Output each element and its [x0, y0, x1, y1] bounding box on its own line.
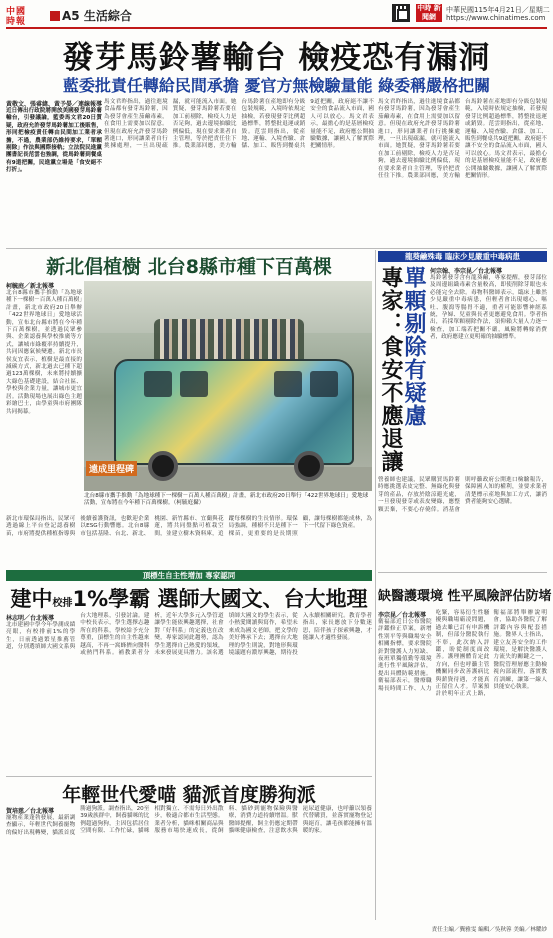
- logo-line-1: 中國: [6, 7, 27, 17]
- bus-wheel: [148, 451, 178, 481]
- section-text: A5 生活綜合: [62, 9, 132, 23]
- jianzhong-headline-small: 校排: [52, 598, 73, 609]
- right-story-tag: 龍葵鹼殊毒 臨床少見嚴重中毒病患: [378, 251, 547, 262]
- bus-wheel: [294, 451, 324, 481]
- cats-body: 寵物產業蓬勃發展，最新調查顯示，年輕世代飼養寵物的偏好出現轉變，貓派首度勝過狗派。調查指出，20至39歲族群中，飼養貓咪的比例超過狗狗，主因包括居住空間有限、工作忙碌，貓咪相對獨立、不需每日外出散步，較適合都市生活型態。業者分析，貓咪相關商品與服務市場快速成長，從飼料、貓砂到寵物保險與醫療，消費力道持續增溫。獸醫師提醒，飼主仍應定期帶貓咪健康檢查，注意飲水與泌尿道健康，也呼籲以領養代替購買，並落實寵物登記與絕育，讓毛孩都能擁有溫暖的家。: [6, 806, 372, 836]
- page-headline: 發芽馬鈴薯輸台 檢疫恐有漏洞: [62, 40, 491, 76]
- xinbei-intro: [6, 281, 82, 511]
- bus-window: [310, 371, 338, 397]
- photo-caption: 北台8縣市攜手推動「為地球種下一棵樹－百萬人種百萬樹」計畫，新北市政府20日舉行「422世界地球日」愛地球活動，宣布將在今年種下百萬棵樹。（柯毓庭攝）: [84, 493, 369, 506]
- right-story-byline: 何宗翰、李宗昆／台北報導: [430, 268, 503, 275]
- jianzhong-headline-a: 建中: [10, 587, 53, 611]
- jianzhong-article: [6, 613, 372, 773]
- divider: [378, 572, 547, 573]
- medical-article: [378, 610, 547, 920]
- medical-body: 衛福部近日公布醫院評鑑修正草案，新增性別平等與職場安全相關指標，要求醫院針對醫護人力短缺、夜班單獨值勤等環境進行性平風險評估，提出具體防範措施。衛福部表示，醫療職場長時間工作、人力吃緊，容易衍生性騷擾與職場霸凌問題，過去雖已訂有申訴機制，但部分醫院執行不彰，此次納入評鑑，盼從制度面改善。護理團體肯定此方向，但也呼籲主管機關同步改善護病比與薪資待遇，才能真正留住人才。草案預計於明年正式上路，衛福部將舉辦說明會，協助各醫院了解評鑑內容與配套措施。醫界人士指出，建立友善安全的工作環境，是解決醫護人力流失的關鍵之一，醫院管理層應主動檢視內部流程，落實教育訓練，讓第一線人員能安心執業。: [378, 610, 547, 698]
- issue-date: 中華民國115年4月21日／星期二: [446, 6, 550, 14]
- lead-body: 馬文君昨指出，過往進境食品都有發芽馬鈴薯，因為發芽會產生茄鹼毒素，在食用上需要加以留意。但現在政府允許發芽馬鈴薯進口，形同讓業者自行挑揀處理，一旦出現疏漏，就可能流入市面。她質疑，發芽馬鈴薯若要在加工前剔除，檢疫人力是否足夠，過去邊境抽驗比例偏低，現在要求業者自主管理，等於把責任往下推。農業部回應，美方輸台馬鈴薯在產地即有分級包裝規範，入境時依規定抽檢，若發現發芽比例超過標準，將整批退運或銷毀。范雲則指出，從產地、運輸、入境查驗、倉儲、加工、販售到餐桌共9道把關，政府絕不讓不安全的食品流入市面，國人可以放心。馬文君表示，最擔心的是基層檢疫量能不足，政府應公開抽驗數據，讓國人了解實際把關情形。: [104, 99, 374, 150]
- bus-window: [180, 371, 208, 397]
- qr-code-icon: [392, 4, 410, 22]
- photo-tag: 遠成里程碑: [86, 461, 137, 476]
- masthead: [6, 4, 550, 27]
- page-subhead: 藍委批責任轉給民間承擔 憂官方無檢驗量能 綠委稱嚴格把關: [62, 76, 491, 95]
- medical-byline: 李宗昆／台北報導: [378, 612, 427, 619]
- lead-intro: [6, 99, 102, 247]
- jianzhong-tag: 頂標生自主性增加 專家認同: [6, 570, 372, 581]
- divider: [6, 248, 547, 249]
- divider: [6, 776, 372, 777]
- right-story-main: [430, 266, 547, 471]
- xinbei-byline: 柯毓庭／新北報導: [6, 283, 55, 290]
- jianzhong-body: 北市建國中學今年學測成績亮眼，有校排前1%的學生，日前透過繁星推薦管道，分別選填師大國文系與台大地理系，引發討論。建中校長表示，學生選擇志趣所在的科系，學校給予充分尊重，頂標生的自主性越來越高，不再一窩蜂擠向醫科或熱門科系。補教業者分析，近年大學多元入學管道讓學生能依興趣選擇，社會對「好科系」的定義也在改變，專家認同此趨勢，認為學生選擇自己熱愛的領域，未來發展更具潛力。該名選填師大國文的學生表示，從小熱愛閱讀與寫作，希望未來成為國文老師，把文學的美好傳承下去；選擇台大地理的學生則說，對地形與環境議題有濃厚興趣，期待投入永續相關研究。教育學者指出，家長應放下分數迷思，陪伴孩子探索興趣，才能讓人才適性發展。: [6, 613, 372, 657]
- masthead-rule: [6, 27, 547, 29]
- cats-headline: 年輕世代愛喵 貓派首度勝狗派: [62, 784, 316, 806]
- lead-byline: 黃敬文、張睿緯、黃予晏／連線報導: [6, 101, 103, 108]
- website-logo: 中時 新聞網: [417, 4, 441, 21]
- jianzhong-headline: [6, 583, 372, 613]
- lead-body-continued: 馬文君昨指出，過往進境食品都有發芽馬鈴薯，因為發芽會產生茄鹼毒素，在食用上需要加以留意。但現在政府允許發芽馬鈴薯進口，形同讓業者自行挑揀處理，一旦出現疏漏，就可能流入市面。她質疑，發芽馬鈴薯若要在加工前剔除，檢疫人力是否足夠，過去邊境抽驗比例偏低，現在要求業者自主管理，等於把責任往下推。農業部回應，美方輸台馬鈴薯在產地即有分級包裝規範，入境時依規定抽檢，若發現發芽比例超過標準，將整批退運或銷毀。范雲則指出，從產地、運輸、入境查驗、倉儲、加工、販售到餐桌共9道把關，政府絕不讓不安全的食品流入市面，國人可以放心。馬文君表示，最擔心的是基層檢疫量能不足，政府應公開抽驗數據，讓國人了解實際把關情形。: [378, 99, 547, 180]
- jianzhong-byline: 林志明／台北報導: [6, 615, 55, 622]
- xinbei-body: 北台8縣市攜手推動「為地球種下一棵樹－百萬人種百萬樹」計畫，新北市政府20日舉辦「422世界地球日」愛地球活動，宣布北台縣市將在今年種下百萬棵樹，並透過民眾參與、企業認養與學校推廣等方式，讓城市綠覆率持續提升，共同因應氣候變遷。新北市長侯友宜表示，植樹是最直接的減碳方式，新北過去已種下超過123萬棵樹，未來將持續擴大綠色基礎建設，結合社區、學校與企業力量，讓城市更宜居。活動現場也展出綠色主題彩繪巴士，由學童與市府團隊共同揭幕。: [6, 290, 82, 415]
- bus-window: [144, 371, 172, 397]
- xinbei-body-continued: 新北市環保局指出，民眾可透過線上平台登記認養樹苗，市府將提供種植指導與後續養護資訊，也歡迎企業以ESG行動響應。北台8縣市包括基隆、台北、新北、桃園、新竹縣市、宜蘭與花蓮，將共同盤點可植栽空間，並建立樹木資料庫，追蹤每棵樹的生長情形。環保局強調，種樹不只是種下一棵苗，更重要的是長期照顧，讓每棵樹都能成林，為下一代留下綠色資產。: [6, 516, 372, 537]
- photo-group-people: [154, 319, 304, 359]
- cats-byline: 賀培慈／台北報導: [6, 808, 55, 815]
- vertical-headline-b: 專家：食安不應退讓: [378, 266, 403, 473]
- editor-credits: 責任主編／龔雅雯 編輯／吳秋蓉 美編／林耀紗: [431, 927, 547, 933]
- section-label: [50, 7, 132, 24]
- right-story-body-continued: 營養師也建議，民眾購買馬鈴薯時應挑選表皮完整、無綠化與發芽的產品，存放於陰涼避光處，一旦發現發芽或表皮變綠，應整顆丟棄，不要心存僥倖。消基會則呼籲政府公開進口檢驗報告，保障國人知的權利，並要求業者清楚標示產地與加工方式，讓消費者能夠安心選購。: [378, 477, 547, 513]
- tree-planting-photo: [84, 281, 372, 491]
- right-story-body: 馬鈴薯發芽含有龍葵鹼，專家提醒，發芽部位及周邊組織毒素含量較高，即使削除芽眼也未必能完全去除。毒物科醫師表示，臨床上雖然少見嚴重中毒病患，但輕者會出現噁心、嘔吐、腹瀉等腸胃不適，重者可能影響神經系統，孕婦、兒童與長者更應避免食用。學者指出，若採單顆剔除作法，須仰賴大量人力逐一檢查，加工端若把關不嚴，風險將轉嫁消費者，政府應建立更明確的抽驗標準。: [430, 275, 547, 341]
- column-divider: [375, 250, 376, 920]
- lead-intro-text: 近日傳出行政院將開放美國發芽馬鈴薯輸台，引發議論，藍委馬文君20日質疑，政府允許發芽馬鈴薯加工後販售，形同把檢疫責任轉由民間加工業者承擔，不過，農業部仍維持要求，「單顆剔除」作法與國際接軌；立法院民進黨團書記長范雲也強調，從馬鈴薯到餐桌有9道把關，民進黨立場是「食安絕不打折」。: [6, 108, 102, 174]
- medical-headline: 缺醫護環境 性平風險評估防堵: [378, 589, 552, 604]
- jianzhong-headline-b: 1%學霸 選師大國文、台大地理: [72, 587, 368, 611]
- xinbei-headline: 新北倡植樹 北台8縣市種下百萬棵: [46, 256, 332, 278]
- vertical-headline-a: 單顆剔除有疑慮: [401, 266, 426, 427]
- section-square-icon: [50, 11, 60, 21]
- cats-article: [6, 806, 372, 926]
- website-url: https://www.chinatimes.com: [446, 14, 546, 22]
- bus-window: [274, 371, 302, 397]
- logo-line-2: 時報: [6, 17, 27, 27]
- newspaper-logo: [6, 4, 46, 26]
